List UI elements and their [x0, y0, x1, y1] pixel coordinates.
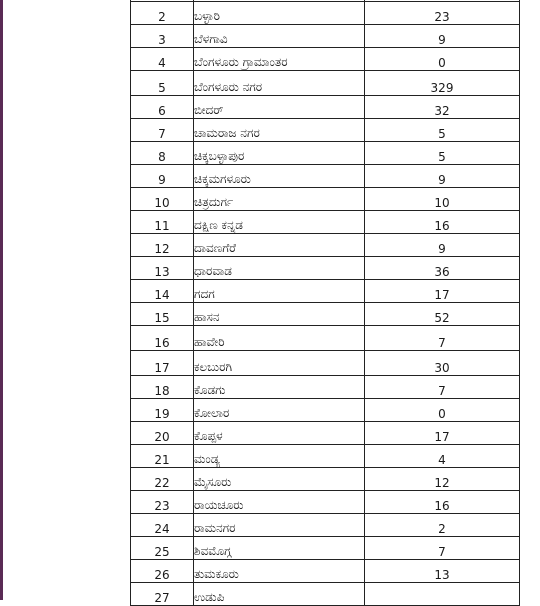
row-number: 13 — [131, 257, 194, 280]
row-number: 6 — [131, 96, 194, 119]
district-name: ಮೈಸೂರು — [194, 468, 365, 491]
district-name: ಬೆಳಗಾವಿ — [194, 25, 365, 48]
row-number: 18 — [131, 376, 194, 399]
district-name: ಬೀದರ್ — [194, 96, 365, 119]
row-number: 9 — [131, 165, 194, 188]
table-row — [131, 583, 520, 606]
table-row — [131, 96, 520, 119]
table-row — [131, 211, 520, 234]
row-number: 12 — [131, 234, 194, 257]
table-row — [131, 491, 520, 514]
table-row — [131, 351, 520, 376]
row-number: 25 — [131, 537, 194, 560]
district-name: ಉಡುಪಿ — [194, 583, 365, 606]
row-number: 10 — [131, 188, 194, 211]
row-number: 23 — [131, 491, 194, 514]
case-count: 30 — [365, 351, 520, 376]
table-row — [131, 514, 520, 537]
case-count: 7 — [365, 326, 520, 351]
case-count: 5 — [365, 142, 520, 165]
row-number: 11 — [131, 211, 194, 234]
district-name: ಕೊಡಗು — [194, 376, 365, 399]
table-row — [131, 560, 520, 583]
table-row — [131, 2, 520, 25]
table-row — [131, 25, 520, 48]
case-count — [365, 583, 520, 606]
row-number: 21 — [131, 445, 194, 468]
district-name: ದಾವಣಗೆರೆ — [194, 234, 365, 257]
case-count: 23 — [365, 2, 520, 25]
table-row — [131, 257, 520, 280]
case-count: 16 — [365, 491, 520, 514]
case-count: 13 — [365, 560, 520, 583]
case-count: 5 — [365, 119, 520, 142]
district-name: ಕೋಲಾರ — [194, 399, 365, 422]
case-count: 17 — [365, 422, 520, 445]
district-table-container — [130, 0, 520, 606]
row-number: 15 — [131, 303, 194, 326]
row-number: 5 — [131, 71, 194, 96]
table-row — [131, 280, 520, 303]
table-body — [131, 0, 520, 606]
row-number: 24 — [131, 514, 194, 537]
district-name: ದಕ್ಷಿಣ ಕನ್ನಡ — [194, 211, 365, 234]
district-name: ಗದಗ — [194, 280, 365, 303]
table-row — [131, 188, 520, 211]
district-name: ರಾಯಚೂರು — [194, 491, 365, 514]
row-number: 27 — [131, 583, 194, 606]
district-name: ಕೊಪ್ಪಳ — [194, 422, 365, 445]
case-count: 12 — [365, 468, 520, 491]
row-number: 20 — [131, 422, 194, 445]
table-row — [131, 326, 520, 351]
district-name: ಮಂಡ್ಯ — [194, 445, 365, 468]
table-row — [131, 445, 520, 468]
case-count: 17 — [365, 280, 520, 303]
district-name: ಚಿಕ್ಕಬಳ್ಳಾಪುರ — [194, 142, 365, 165]
district-name: ಬೆಂಗಳೂರು ನಗರ — [194, 71, 365, 96]
row-number: 26 — [131, 560, 194, 583]
table-row — [131, 71, 520, 96]
table-row — [131, 422, 520, 445]
case-count: 9 — [365, 25, 520, 48]
case-count: 52 — [365, 303, 520, 326]
table-row — [131, 165, 520, 188]
case-count: 2 — [365, 514, 520, 537]
case-count: 9 — [365, 165, 520, 188]
row-number: 14 — [131, 280, 194, 303]
table-row — [131, 234, 520, 257]
case-count: 32 — [365, 96, 520, 119]
case-count: 16 — [365, 211, 520, 234]
case-count: 36 — [365, 257, 520, 280]
table-row — [131, 303, 520, 326]
case-count: 9 — [365, 234, 520, 257]
case-count: 329 — [365, 71, 520, 96]
table-row — [131, 142, 520, 165]
row-number: 22 — [131, 468, 194, 491]
district-name: ಚಿತ್ರದುರ್ಗ — [194, 188, 365, 211]
case-count: 7 — [365, 537, 520, 560]
row-number: 4 — [131, 48, 194, 71]
row-number: 7 — [131, 119, 194, 142]
page-left-border — [0, 0, 3, 600]
district-name: ಹಾವೇರಿ — [194, 326, 365, 351]
row-number: 17 — [131, 351, 194, 376]
district-name: ಶಿವಮೊಗ್ಗ — [194, 537, 365, 560]
district-name: ಚಾಮರಾಜ ನಗರ — [194, 119, 365, 142]
table-row — [131, 537, 520, 560]
district-name: ಹಾಸನ — [194, 303, 365, 326]
case-count: 7 — [365, 376, 520, 399]
case-count: 0 — [365, 399, 520, 422]
table-row — [131, 468, 520, 491]
row-number: 16 — [131, 326, 194, 351]
district-count-table — [130, 0, 520, 606]
table-row — [131, 48, 520, 71]
district-name: ಕಲಬುರಗಿ — [194, 351, 365, 376]
row-number: 19 — [131, 399, 194, 422]
district-name: ತುಮಕೂರು — [194, 560, 365, 583]
district-name: ರಾಮನಗರ — [194, 514, 365, 537]
case-count: 10 — [365, 188, 520, 211]
district-name: ಚಿಕ್ಕಮಗಳೂರು — [194, 165, 365, 188]
case-count: 0 — [365, 48, 520, 71]
row-number: 3 — [131, 25, 194, 48]
case-count: 4 — [365, 445, 520, 468]
district-name: ಬೆಂಗಳೂರು ಗ್ರಾಮಾಂತರ — [194, 48, 365, 71]
table-row — [131, 376, 520, 399]
row-number: 8 — [131, 142, 194, 165]
row-number: 2 — [131, 2, 194, 25]
table-row — [131, 399, 520, 422]
district-name: ಬಳ್ಳಾರಿ — [194, 2, 365, 25]
table-row — [131, 119, 520, 142]
district-name: ಧಾರವಾಡ — [194, 257, 365, 280]
